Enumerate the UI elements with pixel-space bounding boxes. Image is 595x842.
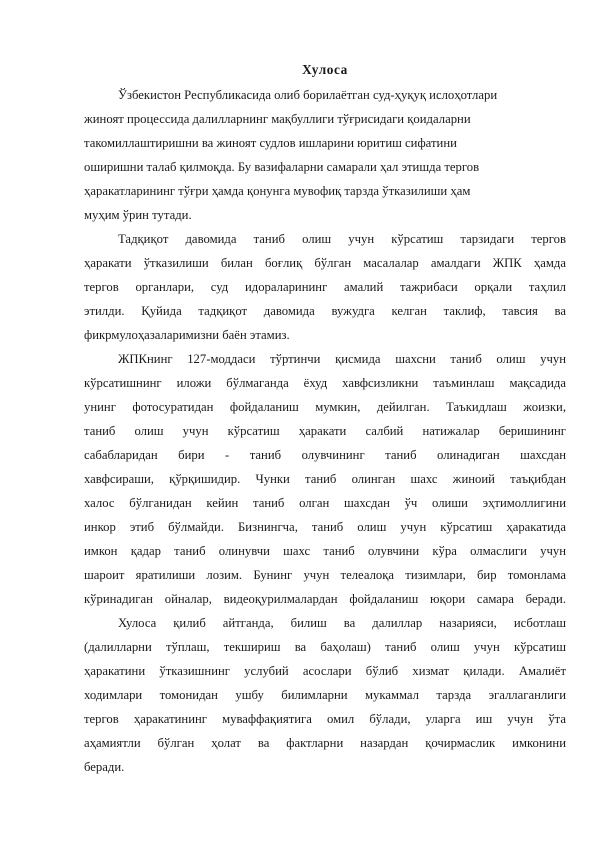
paragraph-line: беради.	[84, 760, 125, 774]
paragraph-line: инкор этиб бўлмайди. Бизнингча, таниб олиш учун кўрсатиш ҳаракатида	[84, 520, 566, 534]
paragraph-line: жиноят процессида далилларнинг мақбуллиги тўғрисидаги қоидаларни	[84, 112, 471, 126]
paragraph-line: (далилларни тўплаш, текшириш ва баҳолаш) таниб олиш учун кўрсатиш	[84, 640, 566, 654]
paragraph-line: такомиллаштиришни ва жиноят судлов ишларини юритиш сифатини	[84, 136, 457, 150]
paragraph-intro	[84, 83, 566, 227]
paragraph-line: хавфсираши, қўрқишидир. Чунки таниб олинган шахс жиноий таъқибдан	[84, 472, 566, 486]
paragraph-line: этилди. Қуйида тадқиқот давомида вужудга келган таклиф, тавсия ва	[84, 304, 566, 318]
paragraph-line: Хулоса қилиб айтганда, билиш ва далиллар назарияси, исботлаш	[118, 616, 566, 630]
paragraph-article-127	[84, 347, 566, 611]
paragraph-line: кўрсатишнинг иложи бўлмаганда ёхуд хавфсизликни таъминлаш мақсадида	[84, 376, 566, 390]
paragraph-line: шароит яратилиши лозим. Бунинг учун телеалоқа тизимлари, бир томонлама	[84, 568, 566, 582]
paragraph-line: ЖПКнинг 127-моддаси тўртинчи қисмида шахсни таниб олиш учун	[118, 352, 566, 366]
paragraph-line: унинг фотосуратидан фойдаланиш мумкин, дейилган. Таъкидлаш жоизки,	[84, 400, 566, 414]
paragraph-line: тергов органлари, суд идораларининг амалий тажрибаси орқали таҳлил	[84, 280, 566, 294]
paragraph-line: оширишни талаб қилмоқда. Бу вазифаларни самарали ҳал этишда тергов	[84, 160, 480, 174]
paragraph-research	[84, 227, 566, 347]
paragraph-line: тергов ҳаракатининг муваффақиятига омил бўлади, уларга иш учун ўта	[84, 712, 566, 726]
paragraph-line: халос бўлганидан кейин таниб олган шахсдан ўч олиши эҳтимоллигини	[84, 496, 566, 510]
paragraph-line: ҳаракатини ўтказишнинг услубий асослари бўлиб хизмат қилади. Амалиёт	[84, 664, 566, 678]
paragraph-line: имкон қадар таниб олинувчи шахс таниб олувчини кўра олмаслиги учун	[84, 544, 566, 558]
paragraph-line: ҳаракатларининг тўғри ҳамда қонунга мувофиқ тарзда ўтказилиши ҳам	[84, 184, 471, 198]
paragraph-line: кўринадиган ойналар, видеоқурилмалардан фойдаланиш юқори самара беради.	[84, 592, 566, 606]
paragraph-line: фикрмулоҳазаларимизни баён этамиз.	[84, 328, 290, 342]
document-page	[84, 60, 566, 779]
paragraph-line: Ўзбекистон Республикасида олиб борилаётган суд-ҳуқуқ ислоҳотлари	[118, 88, 498, 102]
paragraph-line: Тадқиқот давомида таниб олиш учун кўрсатиш тарзидаги тергов	[118, 232, 566, 246]
paragraph-line: сабабларидан бири - таниб олувчининг таниб олинадиган шахсдан	[84, 448, 566, 462]
document-title: Хулоса	[302, 62, 348, 77]
paragraph-line: ҳаракати ўтказилиши билан боғлиқ бўлган масалалар амалдаги ЖПК ҳамда	[84, 256, 566, 270]
paragraph-conclusion	[84, 611, 566, 779]
paragraph-line: аҳамиятли бўлган ҳолат ва фактларни назардан қочирмаслик имконини	[84, 736, 566, 750]
paragraph-line: муҳим ўрин тутади.	[84, 208, 192, 222]
paragraph-line: таниб олиш учун кўрсатиш ҳаракати салбий натижалар беришининг	[84, 424, 566, 438]
paragraph-line: ходимлари томонидан ушбу билимларни мукаммал тарзда эгаллаганлиги	[84, 688, 566, 702]
